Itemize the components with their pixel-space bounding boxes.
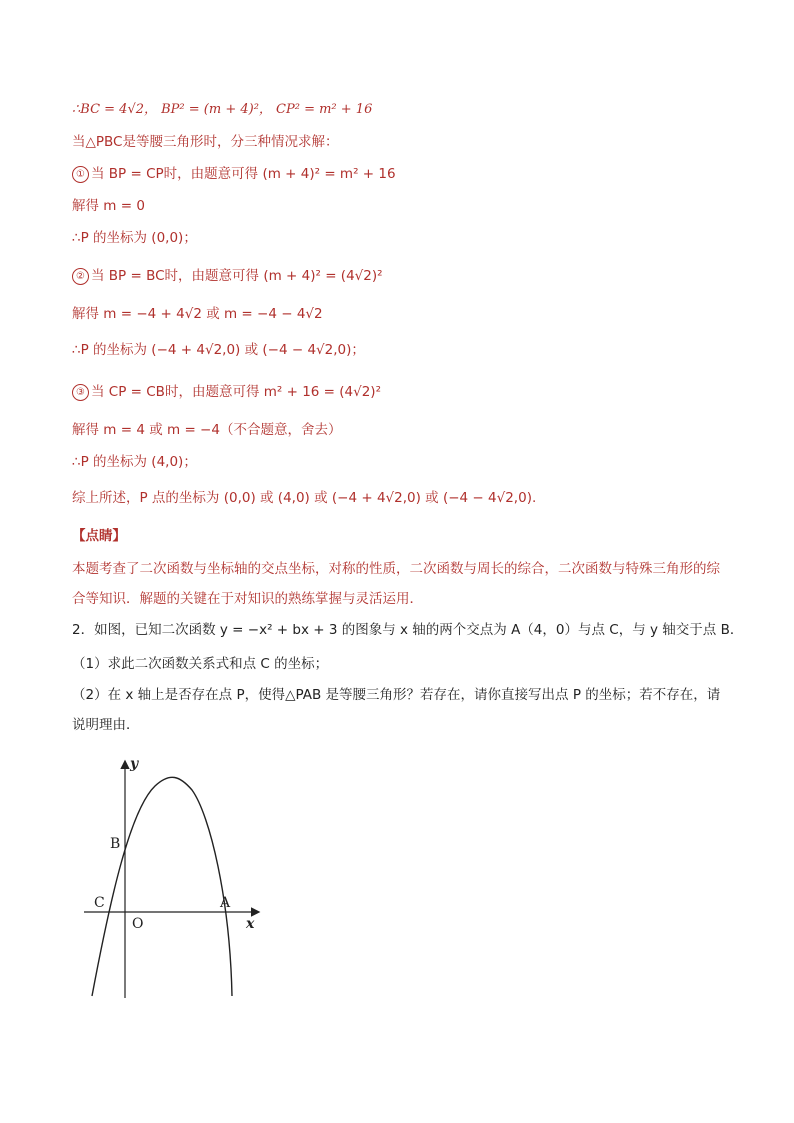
solution-line-11: ∴P 的坐标为 (4,0)；	[72, 454, 197, 470]
solution-line-7: 解得 m = −4 + 4√2 或 m = −4 − 4√2	[72, 306, 323, 322]
solution-line-2: 当△PBC是等腰三角形时，分三种情况求解：	[72, 134, 339, 150]
point-c-label: C	[94, 895, 105, 911]
problem-intro-line	[72, 620, 743, 640]
point-a-label: A	[220, 895, 231, 911]
case-text-1: 当 BP = CP时，由题意可得 (m + 4)² = m² + 16	[91, 166, 396, 182]
solution-line-4: 解得 m = 0	[72, 198, 145, 214]
x-axis-label: x	[246, 916, 255, 932]
case-marker-3: ③	[72, 384, 89, 401]
solution-line-8: ∴P 的坐标为 (−4 + 4√2,0) 或 (−4 − 4√2,0)；	[72, 342, 365, 358]
case-marker-2: ②	[72, 268, 89, 285]
solution-line-5: ∴P 的坐标为 (0,0)；	[72, 230, 197, 246]
solution-line-1: ∴BC = 4√2， BP² = (m + 4)²， CP² = m² + 16	[72, 102, 373, 117]
point-b-label: B	[110, 836, 121, 852]
solution-line-3	[72, 164, 396, 184]
solution-line-10: 解得 m = 4 或 m = −4（不合题意，舍去）	[72, 422, 342, 438]
y-axis-label: y	[130, 756, 139, 772]
solution-line-9	[72, 382, 381, 402]
solution-line-6	[72, 266, 383, 286]
problem-number: 2．	[72, 622, 95, 638]
case-text-3: 当 CP = CB时，由题意可得 m² + 16 = (4√2)²	[91, 384, 381, 400]
comment-text: 本题考查了二次函数与坐标轴的交点坐标，对称的性质，二次函数与周长的综合，二次函数与特殊三角形的综合等知识．解题的关键在于对知识的熟练掌握与灵活运用．	[72, 561, 720, 607]
parabola-curve	[92, 777, 232, 996]
case-text-2: 当 BP = BC时，由题意可得 (m + 4)² = (4√2)²	[91, 268, 383, 284]
problem-question-2: （2）在 x 轴上是否存在点 P，使得△PAB 是等腰三角形？若存在，请你直接写出点 P 的坐标；若不存在，请说明理由．	[72, 687, 721, 733]
case-marker-1: ①	[72, 166, 89, 183]
problem-intro: 如图，已知二次函数 y = −x² + bx + 3 的图象与 x 轴的两个交点为 A（4，0）与点 C，与 y 轴交于点 B．	[94, 622, 744, 638]
comment-heading: 【点睛】	[72, 528, 126, 544]
problem-question-1: （1）求此二次函数关系式和点 C 的坐标；	[72, 656, 329, 672]
parabola-figure	[80, 750, 280, 1010]
origin-label: O	[132, 916, 144, 932]
solution-line-12: 综上所述，P 点的坐标为 (0,0) 或 (4,0) 或 (−4 + 4√2,0) 或 (−4 − 4√2,0).	[72, 490, 537, 506]
